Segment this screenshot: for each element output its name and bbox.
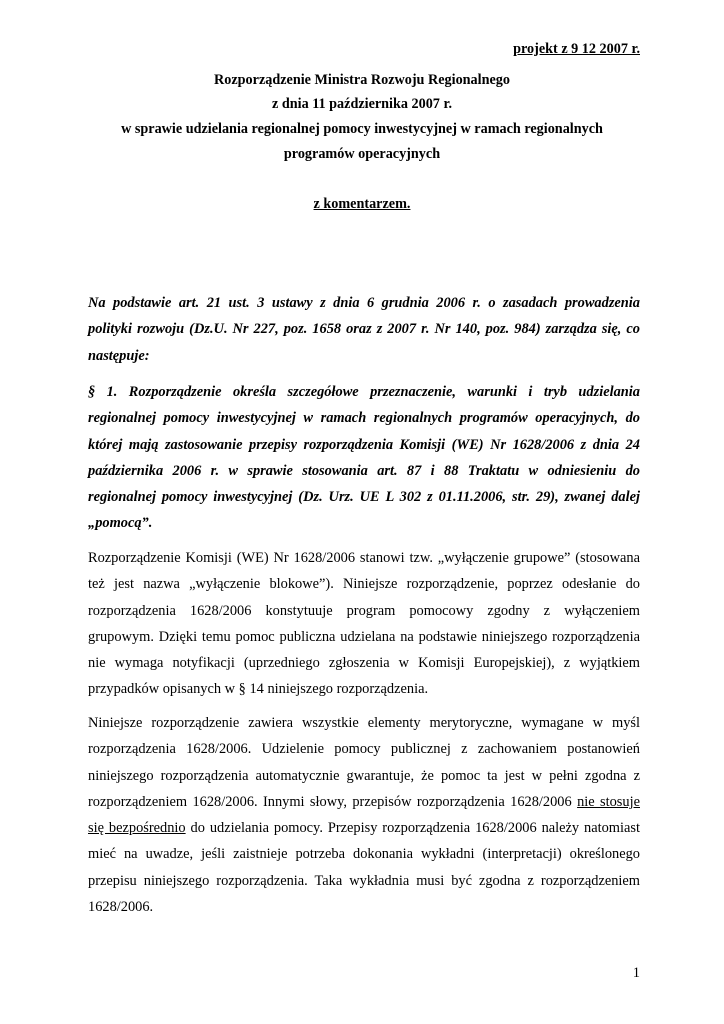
commentary-line: też jest nazwa „wyłączenie blokowe”). Niniejsze rozporządzenie, poprzez odesłanie do [88, 576, 640, 593]
page-number: 1 [632, 965, 640, 981]
commentary-paragraph-2 [88, 710, 640, 920]
commentary-line: rozporządzenia 1628/2006 konstytuuje program pomocowy zgodny z wyłączeniem [88, 602, 640, 619]
commentary-line: Rozporządzenie Komisji (WE) Nr 1628/2006 stanowi tzw. „wyłączenie grupowe” (stosowana [88, 550, 640, 566]
preamble-line: następuje: [88, 347, 150, 364]
commentary-line: Niniejsze rozporządzenie zawiera wszystkie elementy merytoryczne, wymagane w myśl [88, 715, 640, 731]
emphasis-underlined: się bezpośrednio [88, 820, 186, 837]
commentary-line: mieć na uwadze, jeśli zaistnieje potrzeba dokonania wykładni (interpretacji) określonego [88, 846, 640, 863]
title-line-1: Rozporządzenie Ministra Rozwoju Regionalnego [214, 72, 510, 88]
commentary-line: przypadków opisanych w § 14 niniejszego rozporządzenia. [88, 681, 429, 698]
commentary-label: z komentarzem. [313, 196, 411, 212]
preamble-line: polityki rozwoju (Dz.U. Nr 227, poz. 1658 oraz z 2007 r. Nr 140, poz. 984) zarządza się, co [88, 321, 640, 338]
emphasis-underlined: nie stosuje [577, 793, 640, 810]
commentary-line: nie wymaga notyfikacji (uprzedniego zgłoszenia w Komisji Europejskiej), z wyjątkiem [88, 655, 640, 672]
preamble [88, 290, 640, 369]
commentary-line: przepisu niniejszego rozporządzenia. Taka wykładnia musi być zgodna z rozporządzeniem [88, 872, 640, 889]
preamble-line: Na podstawie art. 21 ust. 3 ustawy z dnia 6 grudnia 2006 r. o zasadach prowadzenia [88, 295, 640, 311]
title-line-4: programów operacyjnych [283, 146, 441, 162]
title-line-2: z dnia 11 października 2007 r. [272, 96, 452, 112]
commentary-paragraph-1 [88, 545, 640, 703]
commentary-line: grupowym. Dzięki temu pomoc publiczna udzielana na podstawie niniejszego rozporządzenia [88, 628, 640, 645]
section-1-line: § 1. Rozporządzenie określa szczegółowe przeznaczenie, warunki i tryb udzielania [88, 384, 640, 400]
title-line-3: w sprawie udzielania regionalnej pomocy inwestycyjnej w ramach regionalnych [121, 121, 603, 137]
commentary-line: rozporządzenia 1628/2006. Udzielenie pomocy publicznej z zachowaniem postanowień [88, 741, 640, 758]
commentary-text: rozporządzeniem 1628/2006. Innymi słowy, przepisów rozporządzenia 1628/2006 [88, 793, 578, 810]
commentary-line: 1628/2006. [88, 899, 154, 916]
section-1-line: regionalnej pomocy inwestycyjnej (Dz. Urz. UE L 302 z 01.11.2006, str. 29), zwanej dalej [88, 489, 640, 506]
section-1-line: „pomocą”. [88, 515, 153, 532]
section-1-line: regionalnej pomocy inwestycyjnej w ramach regionalnych programów operacyjnych, do [88, 410, 640, 427]
commentary-line [88, 815, 640, 841]
draft-date-note: projekt z 9 12 2007 r. [513, 41, 640, 57]
section-1-line: października 2006 r. w sprawie stosowania art. 87 i 88 Traktatu w odniesieniu do [88, 462, 640, 479]
commentary-text: do udzielania pomocy. Przepisy rozporządzenia 1628/2006 należy natomiast [185, 820, 640, 837]
commentary-line: niniejszego rozporządzenia automatycznie gwarantuje, że pomoc ta jest w pełni zgodna z [88, 767, 640, 784]
commentary-line [88, 789, 640, 815]
section-1-line: której mają zastosowanie przepisy rozporządzenia Komisji (WE) Nr 1628/2006 z dnia 24 [88, 436, 640, 453]
section-1 [88, 379, 640, 537]
